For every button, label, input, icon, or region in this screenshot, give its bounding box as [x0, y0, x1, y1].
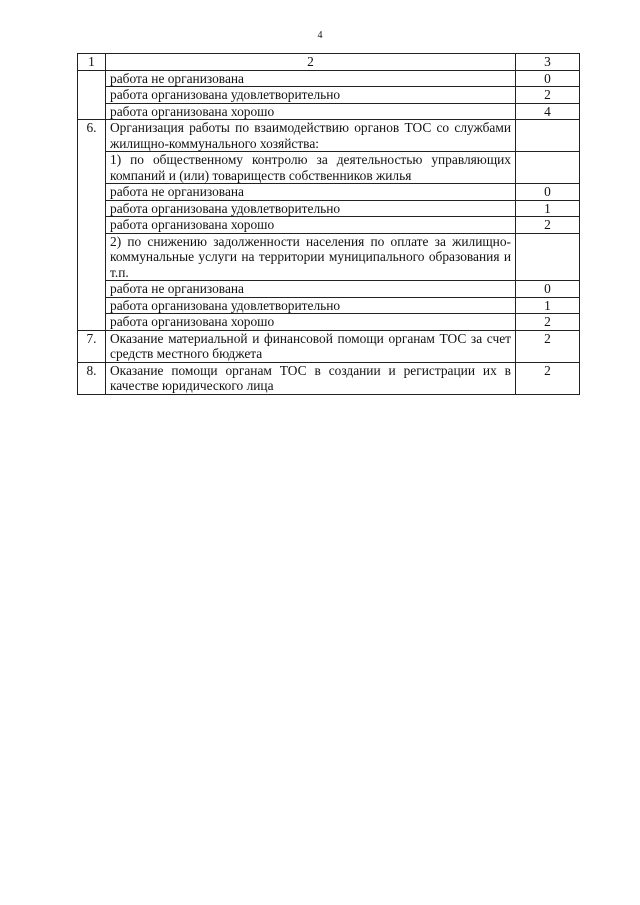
table-row	[78, 362, 580, 394]
row-score: 0	[516, 281, 580, 298]
header-cell-3: 3	[516, 54, 580, 71]
table-row	[78, 233, 580, 281]
header-cell-1: 1	[78, 54, 106, 71]
row-criterion: работа организована хорошо	[106, 217, 516, 234]
row-criterion: Оказание материальной и финансовой помощи органам ТОС за счет средств местного бюджета	[106, 330, 516, 362]
row-score	[516, 233, 580, 281]
row-criterion: работа организована удовлетворительно	[106, 200, 516, 217]
table-row	[78, 120, 580, 152]
row-number: 8.	[78, 362, 106, 394]
row-criterion: работа организована удовлетворительно	[106, 87, 516, 104]
table-row	[78, 314, 580, 331]
row-criterion: работа организована удовлетворительно	[106, 297, 516, 314]
row-score: 2	[516, 87, 580, 104]
table-row	[78, 103, 580, 120]
row-criterion: работа организована хорошо	[106, 103, 516, 120]
row-score: 1	[516, 200, 580, 217]
table-row	[78, 87, 580, 104]
table-header-row	[78, 54, 580, 71]
row-score: 2	[516, 314, 580, 331]
row-score: 1	[516, 297, 580, 314]
row-criterion: работа не организована	[106, 281, 516, 298]
table-row	[78, 184, 580, 201]
row-criterion: Организация работы по взаимодействию органов ТОС со службами жилищно-коммунального хозяйства:	[106, 120, 516, 152]
row-score: 4	[516, 103, 580, 120]
row-score	[516, 152, 580, 184]
criteria-table	[77, 53, 580, 395]
table-row	[78, 281, 580, 298]
row-score: 0	[516, 184, 580, 201]
row-score: 0	[516, 70, 580, 87]
row-score	[516, 120, 580, 152]
row-number: 7.	[78, 330, 106, 362]
table-row	[78, 200, 580, 217]
row-number	[78, 70, 106, 120]
row-score: 2	[516, 330, 580, 362]
table-row	[78, 330, 580, 362]
row-criterion: работа не организована	[106, 70, 516, 87]
row-score: 2	[516, 362, 580, 394]
row-score: 2	[516, 217, 580, 234]
header-cell-2: 2	[106, 54, 516, 71]
row-criterion: работа организована хорошо	[106, 314, 516, 331]
table-row	[78, 297, 580, 314]
table-row	[78, 70, 580, 87]
page-number: 4	[317, 30, 323, 41]
row-criterion: 1) по общественному контролю за деятельностью управляющих компаний и (или) товариществ собственников жилья	[106, 152, 516, 184]
row-criterion: 2) по снижению задолженности населения по оплате за жилищно-коммунальные услуги на территории муниципального образования и т.п.	[106, 233, 516, 281]
table-row	[78, 217, 580, 234]
row-criterion: работа не организована	[106, 184, 516, 201]
row-number: 6.	[78, 120, 106, 331]
row-criterion: Оказание помощи органам ТОС в создании и регистрации их в качестве юридического лица	[106, 362, 516, 394]
table-row	[78, 152, 580, 184]
